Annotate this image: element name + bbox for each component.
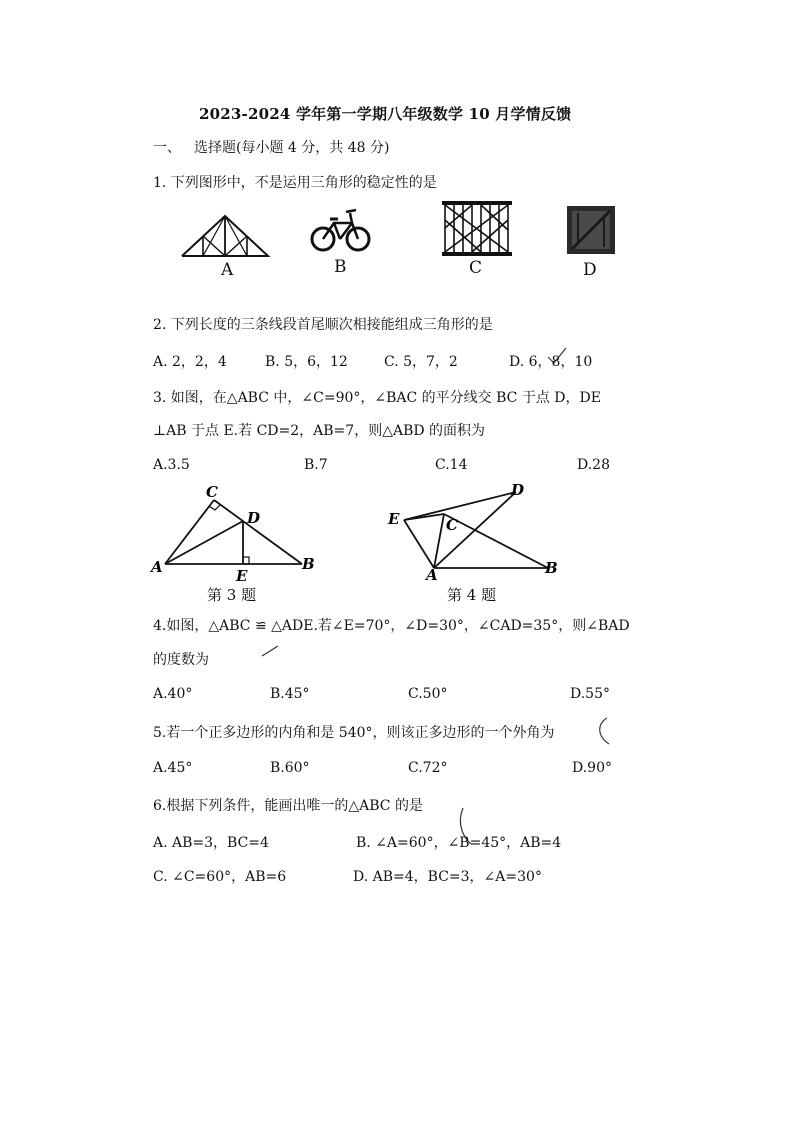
fig3-label-a: A [151, 558, 163, 576]
question-3-option-a: A.3.5 [153, 457, 190, 473]
question-5-option-d: D.90° [572, 760, 612, 776]
fig3-label-c: C [206, 483, 218, 501]
option-d-label: D [583, 260, 597, 280]
segment-ed [404, 492, 516, 520]
question-6-option-c: C. ∠C=60°，AB=6 [153, 869, 287, 885]
segment-ae [404, 520, 434, 568]
question-4-option-d: D.55° [570, 686, 610, 702]
question-3-stem-line-2: ⊥AB 于点 E.若 CD=2，AB=7，则△ABD 的面积为 [153, 423, 486, 439]
figure-4-caption: 第 4 题 [447, 586, 497, 604]
section-title: 选择题(每小题 4 分，共 48 分) [194, 140, 390, 156]
question-6-option-b: B. ∠A=60°，∠B=45°，AB=4 [356, 835, 562, 851]
check-mark-icon [546, 345, 568, 367]
segment-cb [444, 514, 548, 568]
square-frame-image [566, 205, 616, 255]
bicycle-image [310, 205, 372, 253]
question-3-stem-line-1: 3. 如图，在△ABC 中，∠C=90°，∠BAC 的平分线交 BC 于点 D，DE [153, 390, 601, 406]
question-6-stem: 6.根据下列条件，能画出唯一的△ABC 的是 [153, 798, 423, 814]
folding-gate-image [441, 200, 513, 258]
section-number: 一、 [153, 140, 181, 156]
fig4-label-d: D [511, 481, 525, 499]
question-5-option-b: B.60° [270, 760, 310, 776]
page-title: 2023-2024 学年第一学期八年级数学 10 月学情反馈 [199, 105, 572, 123]
question-4-option-a: A.40° [153, 686, 193, 702]
figure-3 [150, 480, 320, 585]
question-3-option-c: C.14 [435, 457, 468, 473]
check-mark-icon [260, 642, 280, 662]
question-2-option-a: A. 2，2，4 [153, 354, 227, 370]
question-5-option-c: C.72° [408, 760, 448, 776]
question-5-stem: 5.若一个正多边形的内角和是 540°，则该正多边形的一个外角为 [153, 725, 555, 741]
fig3-label-d: D [247, 509, 261, 527]
question-2-option-d: D. 6，8，10 [509, 354, 593, 370]
fig4-label-e: E [388, 510, 400, 528]
question-6-option-d: D. AB=4，BC=3，∠A=30° [353, 869, 542, 885]
question-4-option-c: C.50° [408, 686, 448, 702]
segment-ac [165, 500, 214, 564]
question-4-stem-line-1: 4.如图，△ABC ≌ △ADE.若∠E=70°，∠D=30°，∠CAD=35°，则∠BAD [153, 618, 630, 634]
roof-truss-image [178, 210, 273, 262]
question-2-stem: 2. 下列长度的三条线段首尾顺次相接能组成三角形的是 [153, 317, 493, 333]
question-4-option-b: B.45° [270, 686, 310, 702]
fig4-label-a: A [426, 566, 438, 583]
question-2-option-b: B. 5，6，12 [265, 354, 348, 370]
option-c-label: C [469, 258, 483, 278]
option-b-label: B [334, 257, 347, 277]
question-6-option-a: A. AB=3，BC=4 [153, 835, 269, 851]
segment-ad [165, 521, 243, 564]
question-2-option-c: C. 5，7，2 [384, 354, 458, 370]
fig3-label-b: B [302, 555, 315, 573]
fig4-label-b: B [545, 559, 558, 577]
fig4-label-c: C [446, 516, 458, 534]
fig3-label-e: E [236, 567, 248, 585]
check-mark-icon [593, 716, 613, 746]
figure-4 [386, 478, 566, 583]
question-3-option-b: B.7 [304, 457, 328, 473]
option-a-label: A [221, 260, 234, 280]
question-5-option-a: A.45° [153, 760, 193, 776]
question-1-stem: 1. 下列图形中，不是运用三角形的稳定性的是 [153, 175, 437, 191]
question-3-option-d: D.28 [577, 457, 610, 473]
question-4-stem-line-2: 的度数为 [153, 652, 209, 668]
figure-3-caption: 第 3 题 [207, 586, 257, 604]
